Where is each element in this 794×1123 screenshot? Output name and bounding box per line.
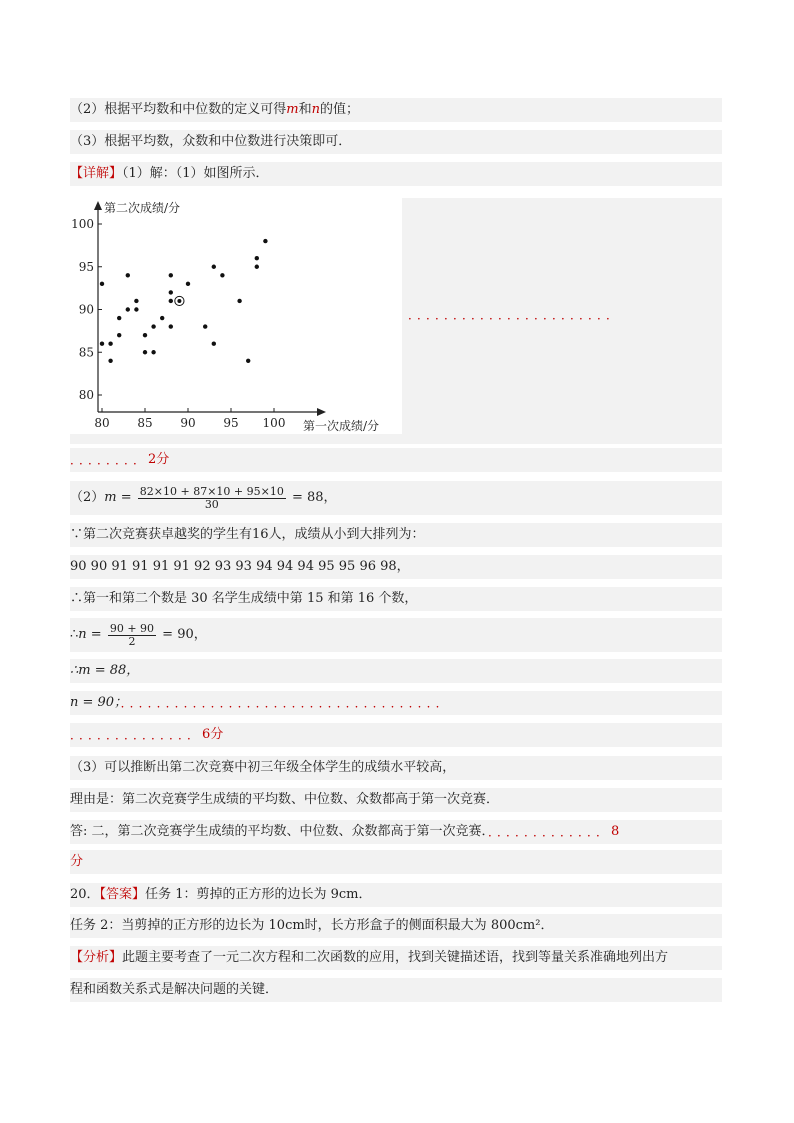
data-point	[143, 350, 147, 354]
scatter-chart	[70, 198, 410, 444]
var-n: n	[311, 102, 320, 117]
data-point	[169, 324, 173, 328]
analysis-line-2	[70, 978, 722, 1002]
x-tick-label: 85	[137, 416, 153, 430]
data-point	[212, 342, 216, 346]
detail-tag: 【详解】	[70, 166, 123, 181]
n-eq: =	[86, 627, 106, 642]
n-final-line	[70, 691, 722, 715]
data-point	[117, 333, 121, 337]
m-numerator: 82×10 + 87×10 + 95×10	[139, 484, 284, 498]
therefore-text: ∴第一和第二个数是 30 名学生成绩中第 15 和第 16 个数，	[70, 591, 418, 606]
reason-text: 理由是：第二次竞赛学生成绩的平均数、中位数、众数都高于第一次竞赛．	[70, 792, 500, 807]
y-tick-label: 90	[78, 302, 94, 317]
x-axis-label: 第一次成绩/分	[303, 419, 380, 433]
data-point	[237, 299, 241, 303]
scatter-chart-area	[70, 198, 722, 444]
q20-task2-line	[70, 914, 722, 938]
y-tick-label: 95	[78, 259, 94, 274]
because-text: ∵第二次竞赛获卓越奖的学生有16人，成绩从小到大排列为：	[70, 527, 425, 542]
data-point	[126, 273, 130, 277]
data-point	[246, 359, 250, 363]
data-point	[151, 324, 155, 328]
score-1: 2分	[148, 452, 170, 467]
data-point	[263, 239, 267, 243]
m-denominator: 30	[204, 497, 219, 511]
data-point	[108, 342, 112, 346]
data-point	[169, 299, 173, 303]
data-point	[134, 299, 138, 303]
y-tick-label: 100	[71, 217, 94, 231]
m-final: ∴m = 88，	[70, 663, 140, 678]
therefore-line	[70, 587, 722, 611]
answer-tag: 【答案】	[99, 887, 146, 902]
q20-task1: 任务 1：剪掉的正方形的边长为 9cm．	[145, 887, 372, 902]
line-3-text: （1）解：（1）如图所示．	[122, 166, 269, 181]
n-result: = 90，	[158, 627, 207, 642]
x-tick-label: 95	[223, 416, 239, 430]
n-therefore: ∴	[70, 627, 79, 642]
data-point	[100, 282, 104, 286]
highlight-point	[177, 299, 181, 303]
data-point	[126, 307, 130, 311]
q20-number: 20．	[70, 887, 100, 902]
data-point	[186, 282, 190, 286]
analysis-text-2: 程和函数关系式是解决问题的关键．	[70, 982, 279, 997]
m-eq: =	[116, 490, 136, 505]
n-numerator: 90 + 90	[109, 621, 155, 635]
n-final-dots: ．．．．．．．．．．．．．．．．．．．．．．．．．．．．．．．．．．．．	[120, 696, 451, 710]
score-1-dots: ．．．．．．．．	[70, 453, 149, 467]
chart-side-dots: ．．．．．．．．．．．．．．．．．．．．．．．	[408, 308, 622, 322]
sorted-list	[70, 555, 722, 579]
n-symbol: n	[78, 627, 87, 642]
analysis-tag: 【分析】	[70, 950, 123, 965]
y-tick-label: 80	[78, 388, 94, 402]
answer-text: 答: 二，第二次竞赛学生成绩的平均数、中位数、众数都高于第一次竞赛．	[70, 824, 489, 839]
n-final: n = 90；	[70, 695, 121, 710]
n-denominator: 2	[128, 634, 136, 648]
data-point	[151, 350, 155, 354]
data-point	[220, 273, 224, 277]
answer-score-unit: 分	[70, 854, 84, 869]
x-tick-label: 80	[94, 416, 110, 430]
because-line	[70, 523, 722, 547]
text-line-1	[70, 98, 722, 122]
data-point	[117, 316, 121, 320]
text-line-2	[70, 130, 722, 154]
data-point	[143, 333, 147, 337]
score-2: 6分	[202, 727, 224, 742]
answer-dots: ．．．．．．．．．．．．．	[488, 825, 612, 839]
score-line-2	[70, 723, 722, 747]
m-symbol: m	[104, 490, 117, 505]
line-2-text: （3）根据平均数，众数和中位数进行决策即可．	[70, 134, 352, 149]
data-point	[169, 290, 173, 294]
line-1-and: 和	[298, 102, 312, 117]
var-m: m	[286, 102, 299, 117]
data-point	[108, 359, 112, 363]
line-1-text: （2）根据平均数和中位数的定义可得	[70, 102, 287, 117]
part-3-text: （3）可以推断出第二次竞赛中初三年级全体学生的成绩水平较高，	[70, 760, 456, 775]
reason-line	[70, 788, 722, 812]
data-point	[134, 307, 138, 311]
fen-line	[70, 850, 722, 874]
part-3-line	[70, 756, 722, 780]
text-line-3	[70, 162, 722, 186]
q20-answer-line	[70, 883, 722, 907]
line-1-end: 的值；	[320, 102, 360, 117]
answer-score-8: 8	[611, 824, 620, 839]
y-tick-label: 85	[78, 345, 94, 360]
m-final-line	[70, 659, 722, 683]
data-point	[203, 324, 207, 328]
data-point	[169, 273, 173, 277]
n-fraction	[108, 623, 156, 648]
x-tick-label: 100	[262, 416, 286, 430]
data-point	[160, 316, 164, 320]
y-axis-label: 第二次成绩/分	[104, 201, 181, 215]
data-point	[255, 265, 259, 269]
q20-task2: 任务 2：当剪掉的正方形的边长为 10cm时，长方形盒子的侧面积最大为 800cm²．	[70, 918, 554, 933]
n-formula	[70, 618, 722, 652]
analysis-line-1	[70, 946, 722, 970]
m-result: = 88，	[287, 490, 337, 505]
data-point	[100, 342, 104, 346]
sorted-list-text: 90 90 91 91 91 91 92 93 93 94 94 94 95 95 96 98，	[70, 559, 410, 574]
answer-line	[70, 820, 722, 844]
data-point	[212, 265, 216, 269]
m-formula: （2）m = $\frac{82\times 10 + 87\times 10 + 95\times 10}{30}$ = 88，	[70, 481, 722, 515]
score-line-1	[70, 448, 722, 472]
score-2-dots: ．．．．．．．．．．．．．．	[70, 728, 203, 742]
x-tick-label: 90	[180, 416, 196, 430]
analysis-text-1: 此题主要考查了一元二次方程和二次函数的应用，找到关键描述语，找到等量关系准确地列出方	[122, 950, 669, 965]
m-fraction	[138, 486, 286, 511]
data-point	[255, 256, 259, 260]
